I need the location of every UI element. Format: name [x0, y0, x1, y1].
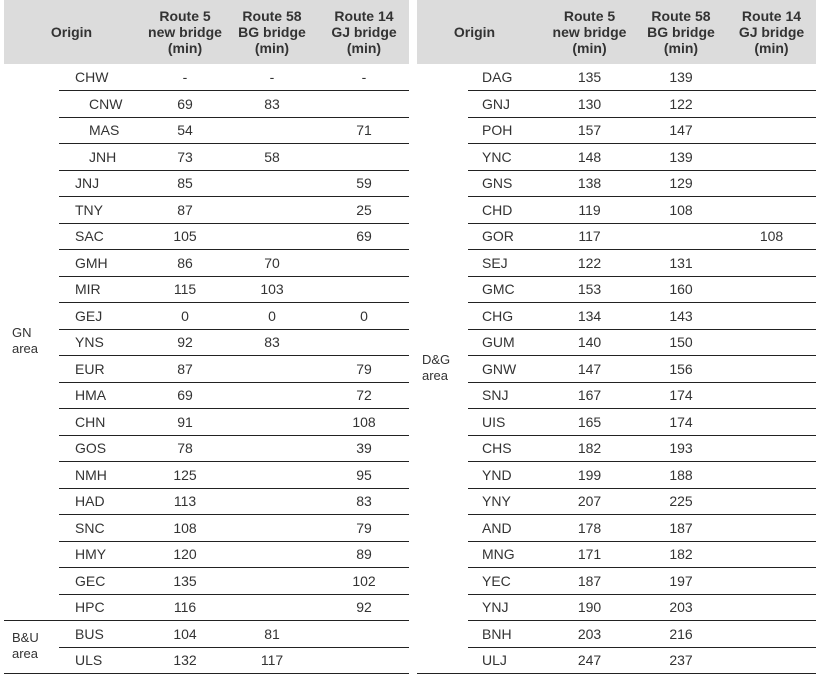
table-header [417, 0, 816, 64]
route5-cell: 69 [177, 387, 193, 403]
origin-cell: GMH [75, 254, 108, 271]
route5-cell: 85 [177, 175, 193, 191]
route58-cell [229, 594, 315, 621]
route58-header [229, 0, 315, 64]
origin-cell: YEC [482, 572, 511, 589]
route14-header-line: GJ bridge [738, 24, 805, 40]
left-travel-time-table [4, 0, 409, 676]
table-row [4, 144, 409, 171]
table-row [4, 515, 409, 542]
route14-header-line: GJ bridge [331, 24, 397, 40]
area-group-label [422, 352, 450, 384]
table-row [4, 409, 409, 436]
route14-cell: 39 [356, 440, 372, 456]
route58-cell: 131 [669, 254, 693, 271]
origin-cell: GUM [482, 334, 515, 350]
route58-cell [229, 170, 315, 197]
table-row [4, 568, 409, 595]
route5-cell: 130 [577, 95, 602, 112]
route14-cell: 102 [352, 572, 376, 589]
origin-cell: EUR [75, 360, 105, 377]
table-row [417, 276, 816, 303]
area-label-line: area [12, 646, 39, 661]
route5-cell: 120 [173, 546, 197, 562]
route58-cell: 216 [669, 625, 693, 642]
route5-cell: 138 [577, 175, 602, 191]
table-row [4, 276, 409, 303]
route14-cell [727, 276, 816, 303]
route58-cell [637, 223, 725, 250]
table-row [417, 488, 816, 515]
table-row [4, 462, 409, 489]
route14-cell [727, 435, 816, 462]
table-row [417, 64, 816, 91]
origin-cell: CHW [75, 69, 109, 85]
route14-cell [727, 621, 816, 648]
route5-header-line: (min) [167, 40, 203, 56]
route58-cell [229, 382, 315, 409]
route58-cell: 139 [669, 69, 693, 85]
route14-cell: - [361, 69, 367, 85]
route14-cell [727, 409, 816, 436]
route5-cell: 167 [577, 387, 602, 403]
route5-cell: 187 [577, 572, 602, 589]
table-row [4, 382, 409, 409]
route5-cell: 54 [177, 122, 193, 138]
table-row [417, 382, 816, 409]
route14-header-line: Route 14 [741, 8, 802, 24]
route14-cell: 72 [356, 387, 372, 403]
route58-cell: 103 [260, 281, 284, 297]
route14-cell [727, 647, 816, 674]
route5-cell: 247 [577, 652, 602, 668]
route14-cell: 0 [360, 307, 368, 324]
route14-cell: 95 [356, 466, 372, 483]
route58-cell: 237 [669, 652, 693, 668]
group-divider [417, 673, 816, 674]
origin-cell: SAC [75, 228, 104, 244]
route14-cell [727, 91, 816, 118]
route58-cell: 70 [264, 254, 280, 271]
route14-cell [727, 356, 816, 383]
route14-cell [727, 170, 816, 197]
route58-cell: 0 [268, 307, 276, 324]
origin-cell: MIR [75, 281, 101, 297]
route5-cell: 132 [173, 652, 197, 668]
origin-cell: GOS [75, 440, 107, 456]
route5-cell: 135 [577, 69, 602, 85]
origin-cell: JNJ [75, 175, 100, 191]
origin-header [427, 0, 522, 64]
origin-cell: GNW [482, 360, 517, 377]
origin-cell: HPC [75, 599, 105, 615]
route58-cell: 143 [669, 307, 693, 324]
route58-cell: - [269, 69, 275, 85]
origin-cell: HMA [75, 387, 107, 403]
origin-cell: CHD [482, 201, 513, 218]
route14-cell [319, 144, 409, 171]
route5-cell: 147 [577, 360, 602, 377]
route58-cell [229, 515, 315, 542]
origin-cell: MAS [89, 122, 120, 138]
area-label-line: GN [12, 325, 32, 341]
origin-cell: JNH [89, 148, 117, 165]
route14-cell [319, 276, 409, 303]
route5-cell: 92 [177, 334, 193, 350]
table-row [4, 329, 409, 356]
route14-cell: 108 [352, 413, 376, 430]
origin-cell: YNJ [482, 599, 509, 615]
table-row [417, 117, 816, 144]
table-row [417, 329, 816, 356]
route5-cell: 117 [578, 228, 601, 244]
route58-header-line: BG bridge [238, 24, 306, 40]
table-row [4, 117, 409, 144]
origin-cell: SNJ [482, 387, 509, 403]
route14-cell [319, 91, 409, 118]
origin-cell: BUS [75, 625, 104, 642]
route58-cell: 117 [260, 652, 284, 668]
route58-cell: 197 [669, 572, 693, 589]
origin-cell: YNC [482, 148, 512, 165]
route5-cell: 115 [173, 281, 197, 297]
route58-cell [229, 356, 315, 383]
origin-cell: GOR [482, 228, 514, 244]
route58-cell [229, 117, 315, 144]
route58-header [637, 0, 725, 64]
origin-header-text: Origin [50, 24, 93, 40]
route5-cell: 171 [577, 546, 602, 562]
route14-header-line: (min) [346, 40, 382, 56]
route14-cell [727, 488, 816, 515]
route58-header-line: Route 58 [242, 8, 302, 24]
origin-cell: CNW [89, 95, 123, 112]
route14-header [319, 0, 409, 64]
route58-cell: 156 [669, 360, 693, 377]
route58-cell: 129 [669, 175, 693, 191]
origin-cell: YNS [75, 334, 104, 350]
route14-cell [727, 117, 816, 144]
route5-cell: 125 [173, 466, 197, 483]
route14-cell: 79 [356, 519, 372, 536]
route5-cell: 199 [577, 466, 602, 483]
route58-cell [229, 462, 315, 489]
route5-cell: 182 [577, 440, 602, 456]
route58-cell: 160 [669, 281, 693, 297]
table-row [4, 303, 409, 330]
route14-cell: 25 [356, 201, 372, 218]
table-header [4, 0, 409, 64]
route5-cell: 203 [577, 625, 602, 642]
right-travel-time-table [417, 0, 816, 676]
route14-cell [319, 329, 409, 356]
route58-header-line: (min) [663, 40, 699, 56]
origin-cell: BNH [482, 625, 512, 642]
route58-cell [229, 568, 315, 595]
route14-header-line: (min) [754, 40, 789, 56]
origin-cell: GNS [482, 175, 513, 191]
origin-cell: GMC [482, 281, 515, 297]
route58-cell: 225 [669, 493, 693, 509]
origin-cell: AND [482, 519, 512, 536]
table-row [417, 541, 816, 568]
route58-header-line: (min) [254, 40, 290, 56]
route5-cell: 119 [578, 201, 601, 218]
route5-header-line: Route 5 [563, 8, 616, 24]
table-row [4, 647, 409, 674]
table-row [4, 64, 409, 91]
route14-cell: 89 [356, 546, 372, 562]
route58-cell [229, 409, 315, 436]
route58-cell: 182 [669, 546, 693, 562]
route5-header-line: new bridge [552, 24, 627, 40]
table-row [4, 541, 409, 568]
route14-cell [727, 303, 816, 330]
route14-cell [727, 197, 816, 224]
route14-cell [727, 329, 816, 356]
table-row [417, 91, 816, 118]
route5-header-line: Route 5 [159, 8, 211, 24]
table-row [4, 250, 409, 277]
route14-cell: 108 [759, 228, 784, 244]
route5-cell: 116 [173, 599, 197, 615]
table-row [4, 594, 409, 621]
route58-cell [229, 197, 315, 224]
route58-header-line: BG bridge [647, 24, 715, 40]
origin-cell: YND [482, 466, 512, 483]
route58-header-line: Route 58 [651, 8, 711, 24]
origin-cell: MNG [482, 546, 515, 562]
origin-header-text: Origin [453, 24, 496, 40]
route5-cell: 190 [577, 599, 602, 615]
route5-cell: 134 [577, 307, 602, 324]
group-divider [4, 673, 409, 674]
table-row [417, 223, 816, 250]
table-row [417, 647, 816, 674]
route14-cell [727, 515, 816, 542]
table-row [4, 91, 409, 118]
area-group-label [12, 325, 38, 357]
route58-cell: 108 [669, 201, 693, 218]
table-row [4, 356, 409, 383]
route14-cell: 59 [356, 175, 372, 191]
area-label-line: B&U [12, 630, 39, 645]
route5-cell: 165 [577, 413, 602, 430]
origin-cell: GNJ [482, 95, 510, 112]
route14-cell: 69 [356, 228, 372, 244]
route14-cell [319, 647, 409, 674]
route14-cell: 71 [356, 122, 372, 138]
origin-cell: TNY [75, 201, 103, 218]
route5-cell: 86 [177, 254, 193, 271]
route58-cell: 187 [669, 519, 693, 536]
route14-cell: 83 [356, 493, 372, 509]
route5-cell: 73 [177, 148, 193, 165]
origin-cell: HAD [75, 493, 105, 509]
route58-cell: 81 [264, 625, 280, 642]
route58-cell: 83 [264, 95, 280, 112]
route58-cell: 193 [669, 440, 693, 456]
route5-cell: 87 [177, 201, 193, 218]
route14-cell [727, 541, 816, 568]
route5-cell: - [182, 69, 188, 85]
route14-cell [727, 64, 816, 91]
route58-cell [229, 541, 315, 568]
route5-header [547, 0, 632, 64]
route5-cell: 157 [577, 122, 602, 138]
route5-cell: 178 [577, 519, 602, 536]
route5-header-line: new bridge [148, 24, 222, 40]
route14-cell [319, 621, 409, 648]
route5-cell: 69 [177, 95, 193, 112]
origin-cell: ULS [75, 652, 103, 668]
origin-header [24, 0, 119, 64]
origin-cell: SNC [75, 519, 105, 536]
route14-cell [727, 568, 816, 595]
table-row [4, 223, 409, 250]
area-label-line: area [422, 367, 449, 383]
route14-cell: 79 [356, 360, 372, 377]
route5-cell: 140 [577, 334, 602, 350]
origin-cell: GEJ [75, 307, 103, 324]
table-row [417, 250, 816, 277]
route14-cell: 92 [356, 599, 372, 615]
origin-cell: CHN [75, 413, 106, 430]
route58-cell: 122 [669, 95, 693, 112]
route58-cell: 147 [669, 122, 693, 138]
route58-cell: 58 [264, 148, 280, 165]
table-row [417, 568, 816, 595]
origin-cell: POH [482, 122, 513, 138]
route14-cell [727, 250, 816, 277]
route14-cell [727, 594, 816, 621]
table-row [417, 170, 816, 197]
table-row [417, 303, 816, 330]
table-row [417, 594, 816, 621]
route14-cell [727, 462, 816, 489]
route5-cell: 148 [577, 148, 602, 165]
table-row [417, 409, 816, 436]
origin-cell: UIS [482, 413, 506, 430]
area-group-label [12, 630, 39, 662]
route58-cell: 83 [264, 334, 280, 350]
route58-cell [229, 223, 315, 250]
route5-cell: 153 [577, 281, 602, 297]
route58-cell: 174 [669, 413, 693, 430]
route14-header [727, 0, 816, 64]
route5-cell: 122 [577, 254, 602, 271]
table-row [417, 621, 816, 648]
route5-cell: 108 [173, 519, 197, 536]
route14-header-line: Route 14 [334, 8, 394, 24]
route5-header [144, 0, 226, 64]
origin-cell: ULJ [482, 652, 507, 668]
route5-cell: 87 [177, 360, 193, 377]
table-row [4, 170, 409, 197]
area-label-line: area [12, 341, 39, 357]
route58-cell: 174 [669, 387, 693, 403]
route5-cell: 207 [577, 493, 602, 509]
route5-cell: 78 [177, 440, 193, 456]
table-row [4, 488, 409, 515]
origin-cell: CHG [482, 307, 514, 324]
route5-cell: 105 [173, 228, 197, 244]
table-row [4, 621, 409, 648]
route5-cell: 113 [173, 493, 197, 509]
route5-cell: 104 [173, 625, 197, 642]
table-row [417, 356, 816, 383]
origin-cell: CHS [482, 440, 512, 456]
table-row [417, 462, 816, 489]
origin-cell: SEJ [482, 254, 508, 271]
origin-cell: YNY [482, 493, 511, 509]
origin-cell: GEC [75, 572, 106, 589]
route5-cell: 91 [177, 413, 193, 430]
route5-header-line: (min) [572, 40, 607, 56]
route14-cell [727, 382, 816, 409]
table-row [417, 197, 816, 224]
origin-cell: DAG [482, 69, 513, 85]
table-row [417, 435, 816, 462]
group-divider [4, 620, 409, 621]
route58-cell [229, 435, 315, 462]
route14-cell [319, 250, 409, 277]
route5-cell: 0 [181, 307, 189, 324]
route58-cell [229, 488, 315, 515]
route58-cell: 188 [669, 466, 693, 483]
route58-cell: 150 [669, 334, 693, 350]
area-label-line: D&G [422, 351, 451, 367]
table-row [4, 197, 409, 224]
route5-cell: 135 [173, 572, 197, 589]
route58-cell: 203 [669, 599, 693, 615]
table-row [4, 435, 409, 462]
origin-cell: HMY [75, 546, 107, 562]
route58-cell: 139 [669, 148, 693, 165]
table-row [417, 515, 816, 542]
route14-cell [727, 144, 816, 171]
origin-cell: NMH [75, 466, 107, 483]
table-row [417, 144, 816, 171]
